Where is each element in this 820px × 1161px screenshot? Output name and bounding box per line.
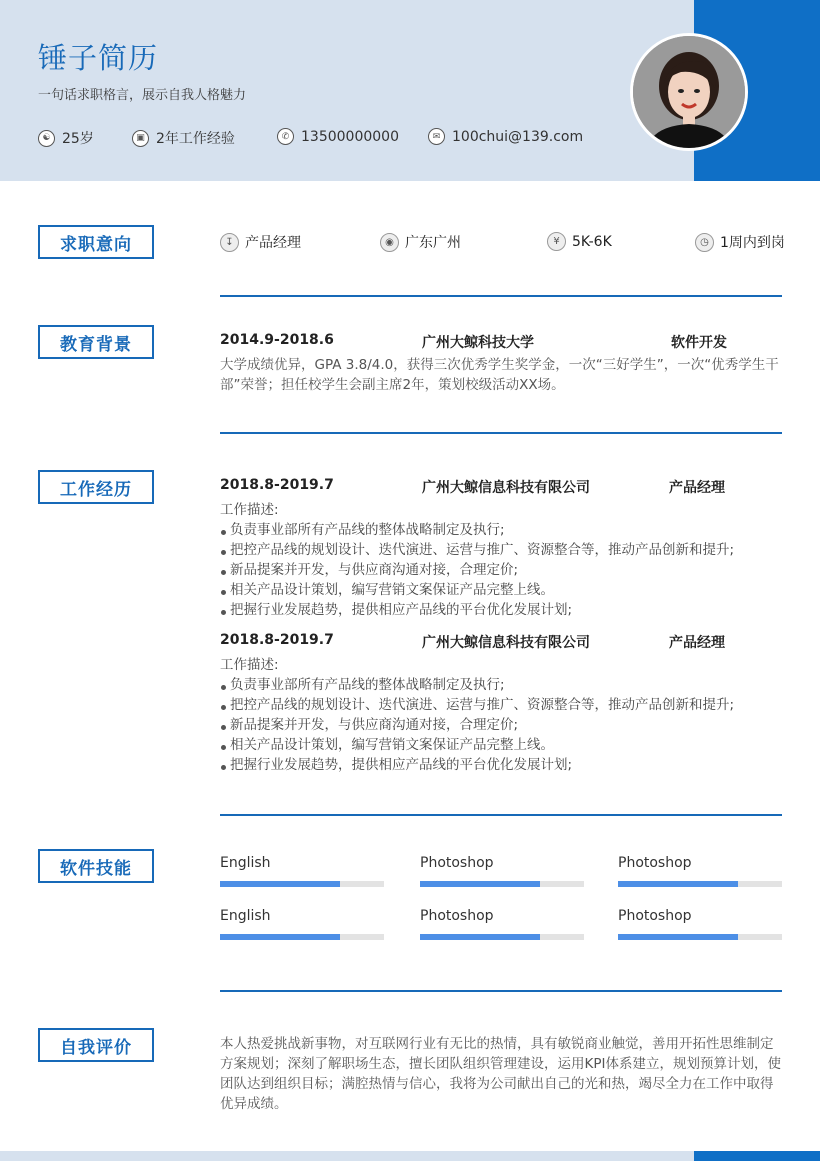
work-company: 广州大鲸信息科技有限公司 [422,480,590,496]
skill-bar [420,881,584,887]
skill-name: English [220,855,271,871]
work-desc-label: 工作描述: [220,502,279,518]
work-company: 广州大鲸信息科技有限公司 [422,635,590,651]
list-item-text: 把控产品线的规划设计、迭代演进、运营与推广、资源整合等，推动产品创新和提升; [230,697,735,713]
email-icon: ✉ [428,128,445,145]
work-date: 2018.8-2019.7 [220,477,334,493]
list-item [220,715,786,735]
section-title-education: 教育背景 [38,325,154,359]
skill-bar [618,934,782,940]
self-evaluation-text: 本人热爱挑战新事物，对互联网行业有无比的热情，具有敏锐商业触觉，善用开拓性思维制定方案规划；深刻了解职场生态，擅长团队组织管理建设，运用KPI体系建立，规划预算计划，使团队达到组织目标；满腔热情与信心，我将为公司献出自己的光和热，竭尽全力在工作中取得优异成绩。 [220,1036,781,1112]
work-title: 产品经理 [669,480,725,496]
skill-name: Photoshop [420,908,494,924]
work-description [220,655,786,775]
info-experience [132,128,235,148]
section-title-intent: 求职意向 [38,225,154,259]
phone-icon: ✆ [277,128,294,145]
education-date: 2014.9-2018.6 [220,332,334,348]
list-item [220,755,786,775]
avatar-photo [633,36,745,148]
resume-name: 锤子简历 [38,41,159,75]
education-description: 大学成绩优异，GPA 3.8/4.0，获得三次优秀学生奖学金，一次“三好学生”，一次“优秀学生干部”荣誉；担任校学生会副主席2年，策划校级活动XX场。 [220,357,779,393]
list-item [220,695,786,715]
work-title: 产品经理 [669,635,725,651]
list-item-text: 相关产品设计策划，编写营销文案保证产品完整上线。 [230,582,554,598]
info-email [428,128,583,145]
list-item [220,675,786,695]
salary-icon: ¥ [547,232,566,251]
skill-name: Photoshop [420,855,494,871]
skill-item [220,855,384,887]
info-phone-text: 13500000000 [301,128,399,145]
skill-bar-fill [220,934,340,940]
divider [220,814,782,816]
resume-motto: 一句话求职格言，展示自我人格魅力 [38,88,247,103]
info-age-text: 25岁 [62,131,94,147]
list-item [220,735,786,755]
section-title-skills: 软件技能 [38,849,154,883]
intent-salary [547,232,612,251]
list-item-text: 把握行业发展趋势，提供相应产品线的平台优化发展计划; [230,602,573,618]
intent-availability [695,232,785,252]
skill-item [618,908,782,940]
info-age [38,128,94,148]
intent-location-text: 广东广州 [405,235,461,251]
skill-bar [220,934,384,940]
divider [220,295,782,297]
intent-location [380,232,461,252]
skill-bar-fill [618,934,738,940]
skill-name: Photoshop [618,855,692,871]
info-phone [277,128,399,145]
skill-item [420,908,584,940]
divider [220,432,782,434]
skill-bar-fill [420,934,540,940]
briefcase-icon: ▣ [132,130,149,147]
skill-bar [618,881,782,887]
work-date: 2018.8-2019.7 [220,632,334,648]
education-major: 软件开发 [671,335,727,351]
intent-salary-text: 5K-6K [572,233,612,250]
clock-icon: ◷ [695,233,714,252]
education-school: 广州大鲸科技大学 [422,335,534,351]
skill-item [618,855,782,887]
skill-name: English [220,908,271,924]
list-item-text: 负责事业部所有产品线的整体战略制定及执行; [230,677,505,693]
work-desc-label: 工作描述: [220,657,279,673]
skill-bar [220,881,384,887]
skill-item [420,855,584,887]
section-title-work: 工作经历 [38,470,154,504]
skill-bar [420,934,584,940]
job-icon: ↧ [220,233,239,252]
list-item-text: 新品提案并开发，与供应商沟通对接，合理定价; [230,717,519,733]
skill-name: Photoshop [618,908,692,924]
list-item-text: 把控产品线的规划设计、迭代演进、运营与推广、资源整合等，推动产品创新和提升; [230,542,735,558]
list-item-text: 把握行业发展趋势，提供相应产品线的平台优化发展计划; [230,757,573,773]
intent-position [220,232,301,252]
list-item [220,540,786,560]
intent-availability-text: 1周内到岗 [720,235,785,251]
skill-item [220,908,384,940]
avatar [630,33,748,151]
list-item [220,600,786,620]
info-experience-text: 2年工作经验 [156,131,235,147]
skill-bar-fill [420,881,540,887]
list-item-text: 负责事业部所有产品线的整体战略制定及执行; [230,522,505,538]
section-title-self: 自我评价 [38,1028,154,1062]
list-item-text: 新品提案并开发，与供应商沟通对接，合理定价; [230,562,519,578]
age-icon: ☯ [38,130,55,147]
footer-accent-block [694,1151,820,1161]
list-item [220,520,786,540]
divider [220,990,782,992]
list-item [220,560,786,580]
location-icon: ◉ [380,233,399,252]
list-item [220,580,786,600]
list-item-text: 相关产品设计策划，编写营销文案保证产品完整上线。 [230,737,554,753]
skill-bar-fill [618,881,738,887]
work-description [220,500,786,620]
intent-position-text: 产品经理 [245,235,301,251]
skill-bar-fill [220,881,340,887]
info-email-text: 100chui@139.com [452,128,584,145]
